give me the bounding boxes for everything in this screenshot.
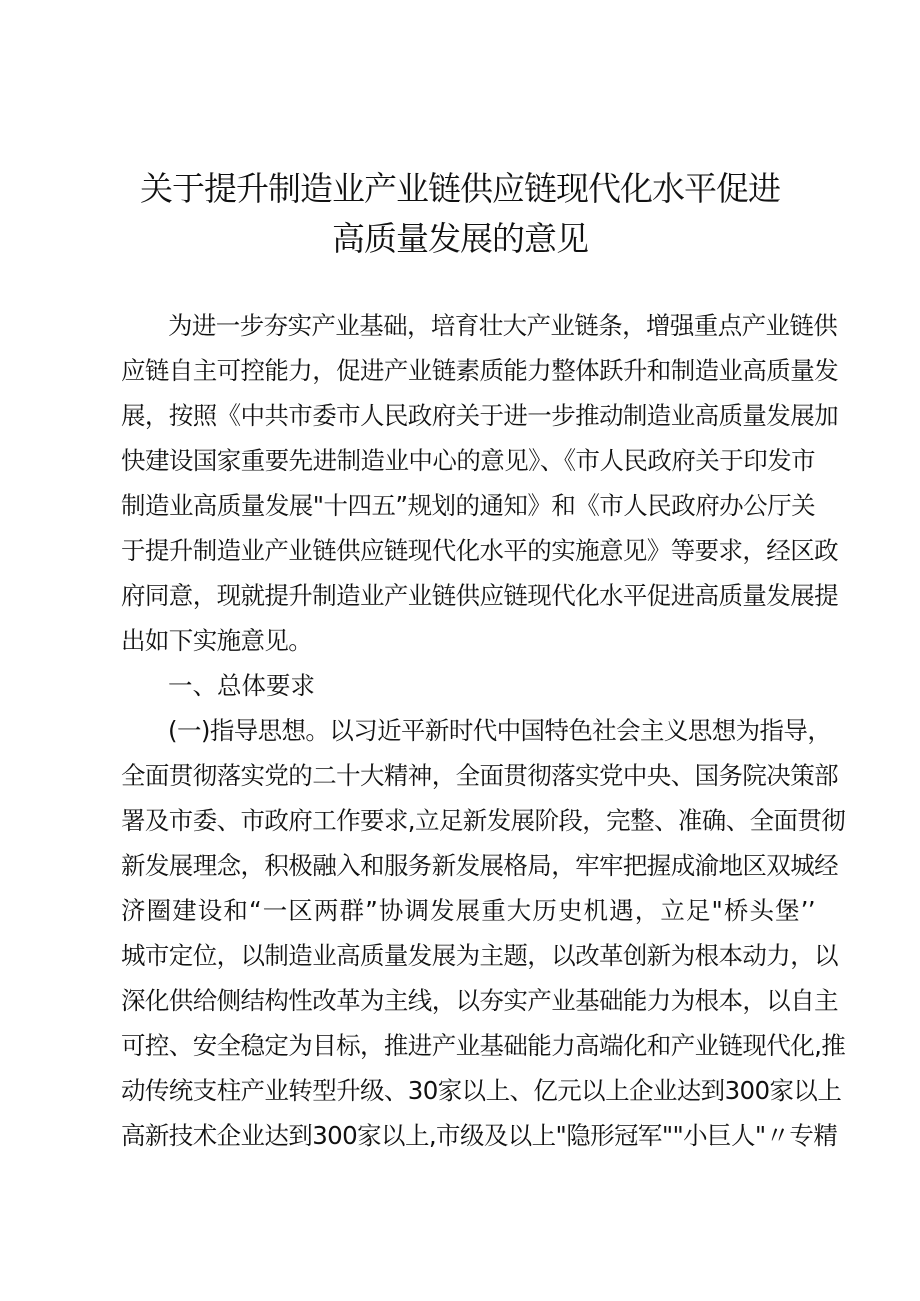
intro-paragraph-line: 展，按照《中共市委市人民政府关于进一步推动制造业高质量发展加 — [121, 401, 838, 430]
intro-paragraph-line: 为进一步夯实产业基础，培育壮大产业链条，增强重点产业链供 — [168, 311, 838, 340]
guiding-paragraph-line: 可控、安全稳定为目标，推进产业基础能力高端化和产业链现代化,推 — [121, 1031, 846, 1060]
guiding-paragraph-line: 济圈建设和“一区两群”协调发展重大历史机遇，立足"桥头堡’’ — [121, 896, 815, 925]
section-heading: 一、总体要求 — [168, 671, 315, 700]
intro-paragraph-line: 应链自主可控能力，促进产业链素质能力整体跃升和制造业高质量发 — [121, 356, 838, 385]
intro-paragraph-line: 府同意，现就提升制造业产业链供应链现代化水平促进高质量发展提 — [121, 581, 838, 610]
intro-paragraph-line: 制造业高质量发展"十四五”规划的通知》和《市人民政府办公厅关 — [121, 491, 815, 520]
guiding-paragraph-line: 新发展理念，积极融入和服务新发展格局，牢牢把握成渝地区双城经 — [121, 851, 838, 880]
guiding-paragraph-line: 动传统支柱产业转型升级、30家以上、亿元以上企业达到300家以上 — [121, 1076, 842, 1105]
guiding-paragraph-line: 署及市委、市政府工作要求,立足新发展阶段，完整、准确、全面贯彻 — [121, 806, 846, 835]
intro-paragraph-line: 于提升制造业产业链供应链现代化水平的实施意见》等要求，经区政 — [121, 536, 838, 565]
document-title-line-1: 关于提升制造业产业链供应链现代化水平促进 — [140, 169, 780, 208]
document-title-line-2: 高质量发展的意见 — [332, 219, 588, 258]
intro-paragraph-line: 快建设国家重要先进制造业中心的意见》、《市人民政府关于印发市 — [121, 446, 815, 475]
guiding-paragraph-line: 深化供给侧结构性改革为主线，以夯实产业基础能力为根本，以自主 — [121, 986, 838, 1015]
guiding-paragraph-line: 全面贯彻落实党的二十大精神，全面贯彻落实党中央、国务院决策部 — [121, 761, 838, 790]
guiding-paragraph-line: 高新技术企业达到300家以上,市级及以上"隐形冠军""小巨人"〃专精 — [121, 1121, 838, 1150]
guiding-paragraph-line: 城市定位，以制造业高质量发展为主题，以改革创新为根本动力，以 — [121, 941, 838, 970]
intro-paragraph-line: 出如下实施意见。 — [121, 626, 313, 655]
guiding-paragraph-line: (一)指导思想。以习近平新时代中国特色社会主义思想为指导， — [168, 716, 832, 745]
